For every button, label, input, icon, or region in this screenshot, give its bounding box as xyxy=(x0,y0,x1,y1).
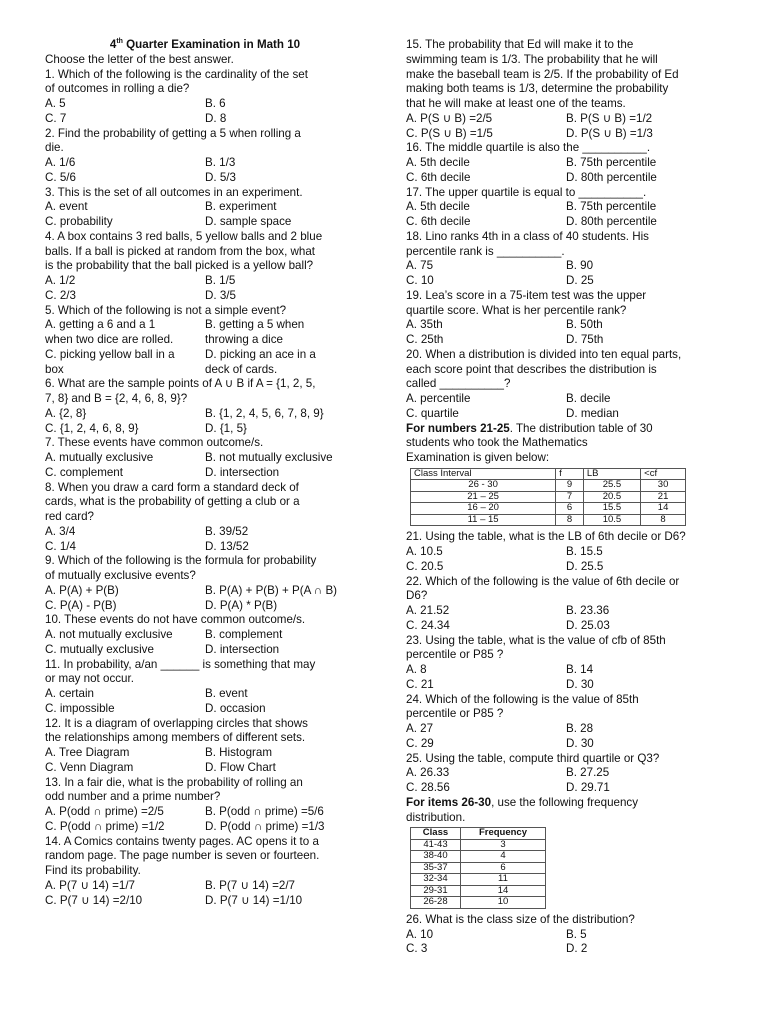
answer-option: A. 35th xyxy=(406,318,443,332)
answer-option: D. P(S ∪ B) =1/3 xyxy=(566,126,653,140)
answer-option: D. 80th percentile xyxy=(566,170,657,184)
table-row xyxy=(411,491,686,503)
question xyxy=(406,38,722,141)
answer-option: C. 5/6 xyxy=(45,170,76,184)
answer-option: D. Flow Chart xyxy=(205,760,276,774)
table-cell: 14 xyxy=(641,503,686,515)
question xyxy=(406,530,722,574)
table-cell: 16 – 20 xyxy=(411,503,556,515)
answer-options xyxy=(45,687,365,717)
table-cell: 38-40 xyxy=(411,851,461,863)
answer-option: C. 1/4 xyxy=(45,539,76,553)
right-questions-b xyxy=(406,530,722,796)
answer-option: when two dice are rolled. xyxy=(45,333,174,346)
answer-option: B. complement xyxy=(205,628,283,641)
table-cell: 41-43 xyxy=(411,839,461,851)
table-cell: 11 – 15 xyxy=(411,514,556,526)
right-questions-a xyxy=(406,38,722,422)
question xyxy=(45,186,365,230)
table-cell: 30 xyxy=(641,480,686,492)
question-text: percentile rank is __________. xyxy=(406,244,565,258)
answer-option: B. 90 xyxy=(566,259,594,273)
question xyxy=(406,752,722,796)
question-text: 20. When a distribution is divided into ten equal parts, xyxy=(406,347,682,361)
question-text: percentile or P85 ? xyxy=(406,648,504,662)
question-text: 2. Find the probability of getting a 5 when rolling a xyxy=(45,126,301,140)
question-text: of mutually exclusive events? xyxy=(45,569,196,582)
answer-option: B. decile xyxy=(566,392,611,405)
question-text: 13. In a fair die, what is the probability of rolling an xyxy=(45,775,303,789)
table-cell: 32-34 xyxy=(411,874,461,886)
question-text: 19. Lea’s score in a 75-item test was the upper xyxy=(406,288,647,302)
table-cell: 8 xyxy=(556,514,584,526)
answer-option: D. median xyxy=(566,406,619,420)
answer-option: A. 21.52 xyxy=(406,604,450,617)
answer-option: B. 5 xyxy=(566,927,587,941)
answer-option: deck of cards. xyxy=(205,362,278,376)
question-text: 25. Using the table, compute third quartile or Q3? xyxy=(406,751,660,765)
distribution-table-header xyxy=(411,468,686,480)
answer-option: C. 25th xyxy=(406,333,444,346)
answer-option: A. P(7 ∪ 14) =1/7 xyxy=(45,878,136,892)
question xyxy=(45,776,365,835)
answer-option: C. probability xyxy=(45,215,113,228)
answer-option: D. 5/3 xyxy=(205,170,236,184)
question-text: 17. The upper quartile is equal to __________. xyxy=(406,185,647,199)
answer-option: C. P(S ∪ B) =1/5 xyxy=(406,126,493,140)
answer-option: D. intersection xyxy=(205,465,280,479)
answer-options xyxy=(406,928,722,958)
intro-21-25-line2: students who took the Mathematics xyxy=(406,436,588,450)
answer-options xyxy=(406,259,722,289)
question-text: is the probability that the ball picked is a yellow ball? xyxy=(45,259,314,273)
answer-options xyxy=(406,392,722,422)
question-text: 7. These events have common outcome/s. xyxy=(45,436,264,450)
question xyxy=(406,348,722,422)
left-questions xyxy=(45,68,365,909)
answer-option: A. not mutually exclusive xyxy=(45,628,173,641)
question-text: 7, 8} and B = {2, 4, 6, 8, 9}? xyxy=(45,392,188,405)
answer-option: throwing a dice xyxy=(205,333,283,346)
question-text: 10. These events do not have common outcome/s. xyxy=(45,613,306,627)
question-text: make the baseball team is 2/5. If the probability of Ed xyxy=(406,67,679,81)
answer-option: D. intersection xyxy=(205,642,280,656)
table-header-cell: Class xyxy=(411,828,461,840)
question xyxy=(45,835,365,909)
question xyxy=(45,658,365,717)
question-text: 12. It is a diagram of overlapping circles that shows xyxy=(45,716,308,730)
answer-options xyxy=(45,200,365,230)
answer-options xyxy=(406,604,722,634)
answer-option: D. 8 xyxy=(205,111,227,125)
question-text: 14. A Comics contains twenty pages. AC opens it to a xyxy=(45,834,319,848)
answer-option: B. 28 xyxy=(566,722,594,735)
answer-option: C. 21 xyxy=(406,677,434,691)
question xyxy=(406,230,722,289)
answer-options xyxy=(45,318,365,377)
question-text: 16. The middle quartile is also the __________. xyxy=(406,141,651,155)
answer-options xyxy=(45,584,365,614)
answer-option: B. 1/5 xyxy=(205,274,236,287)
question-text: of outcomes in rolling a die? xyxy=(45,82,190,96)
answer-options xyxy=(45,451,365,481)
answer-option: B. 6 xyxy=(205,97,226,110)
table-cell: 8 xyxy=(641,514,686,526)
question-text: Find its probability. xyxy=(45,864,141,877)
answer-option: D. 25.03 xyxy=(566,618,610,632)
answer-options xyxy=(406,545,722,575)
answer-options xyxy=(45,525,365,555)
table-header-cell: f xyxy=(556,468,584,480)
answer-options xyxy=(45,805,365,835)
answer-option: B. P(A) + P(B) + P(A ∩ B) xyxy=(205,583,338,597)
table-cell: 35-37 xyxy=(411,862,461,874)
question-text: 3. This is the set of all outcomes in an experiment. xyxy=(45,185,303,199)
answer-option: C. P(A) - P(B) xyxy=(45,598,117,612)
answer-option: B. {1, 2, 4, 5, 6, 7, 8, 9} xyxy=(205,406,324,420)
answer-option: A. 75 xyxy=(406,259,434,273)
question-text: making both teams is 1/3, determine the probability xyxy=(406,82,669,96)
question-text: red card? xyxy=(45,510,94,523)
answer-option: C. 10 xyxy=(406,274,434,287)
table-cell: 6 xyxy=(556,503,584,515)
question-text: 24. Which of the following is the value of 85th xyxy=(406,692,639,706)
answer-options xyxy=(45,879,365,909)
answer-option: C. P(odd ∩ prime) =1/2 xyxy=(45,819,165,833)
question-text: quartile score. What is her percentile rank? xyxy=(406,303,627,317)
answer-options xyxy=(406,766,722,796)
question-text: each score point that describes the distribution is xyxy=(406,362,657,376)
question-text: balls. If a ball is picked at random from the box, what xyxy=(45,244,316,258)
question-text: 11. In probability, a/an ______ is something that may xyxy=(45,657,316,671)
answer-option: D. 2 xyxy=(566,942,588,956)
intro-21-25-line3: Examination is given below: xyxy=(406,451,550,464)
answer-option: C. 28.56 xyxy=(406,781,450,794)
answer-option: A. percentile xyxy=(406,392,471,405)
answer-option: C. 6th decile xyxy=(406,170,471,184)
table-cell: 6 xyxy=(460,862,545,874)
answer-option: D. P(odd ∩ prime) =1/3 xyxy=(205,819,325,833)
table-cell: 14 xyxy=(460,885,545,897)
intro-21-25: For numbers 21-25. The distribution table of 30 xyxy=(406,421,653,435)
left-column xyxy=(45,38,365,908)
question xyxy=(406,693,722,752)
answer-options xyxy=(406,318,722,348)
intro-26-30: For items 26-30, use the following frequency xyxy=(406,795,639,809)
answer-option: B. event xyxy=(205,687,248,700)
answer-option: B. P(S ∪ B) =1/2 xyxy=(566,111,653,125)
question xyxy=(406,575,722,634)
frequency-table-header xyxy=(411,828,546,840)
answer-option: A. P(S ∪ B) =2/5 xyxy=(406,111,493,125)
answer-option: A. 5 xyxy=(45,97,66,110)
question-text: D6? xyxy=(406,589,428,603)
answer-option: D. 25 xyxy=(566,274,594,287)
table-row xyxy=(411,885,546,897)
answer-option: A. mutually exclusive xyxy=(45,451,154,464)
question-text: 1. Which of the following is the cardinality of the set xyxy=(45,67,308,81)
answer-options xyxy=(45,746,365,776)
table-row xyxy=(411,874,546,886)
question-text: percentile or P85 ? xyxy=(406,707,504,721)
table-header-cell: Class Interval xyxy=(411,468,556,480)
answer-option: C. 2/3 xyxy=(45,288,76,302)
answer-option: C. 6th decile xyxy=(406,215,471,228)
table-cell: 21 – 25 xyxy=(411,491,556,503)
answer-options xyxy=(406,722,722,752)
question xyxy=(406,141,722,185)
table-cell: 25.5 xyxy=(583,480,640,492)
question-text: 26. What is the class size of the distribution? xyxy=(406,912,635,926)
table-cell: 11 xyxy=(460,874,545,886)
question xyxy=(45,717,365,776)
answer-option: D. sample space xyxy=(205,215,292,228)
answer-option: A. Tree Diagram xyxy=(45,746,130,759)
answer-option: A. 27 xyxy=(406,722,434,735)
question-text: die. xyxy=(45,141,64,155)
answer-option: C. impossible xyxy=(45,701,115,715)
table-cell: 10.5 xyxy=(583,514,640,526)
answer-option: D. P(7 ∪ 14) =1/10 xyxy=(205,893,303,907)
answer-option: A. 3/4 xyxy=(45,524,76,538)
question xyxy=(406,289,722,348)
question xyxy=(45,68,365,127)
answer-options xyxy=(45,274,365,304)
answer-option: C. complement xyxy=(45,465,123,479)
table-row xyxy=(411,897,546,909)
table-header-cell: Frequency xyxy=(460,828,545,840)
question-text: 5. Which of the following is not a simple event? xyxy=(45,303,287,317)
question-text: swimming team is 1/3. The probability that he will xyxy=(406,52,658,66)
answer-option: C. 20.5 xyxy=(406,559,444,573)
question-text: 6. What are the sample points of A ∪ B if A = {1, 2, 5, xyxy=(45,377,316,391)
answer-option: A. {2, 8} xyxy=(45,406,87,420)
answer-options xyxy=(45,156,365,186)
question xyxy=(45,304,365,378)
frequency-table xyxy=(410,827,546,909)
question-text: 9. Which of the following is the formula for probability xyxy=(45,554,317,568)
answer-option: box xyxy=(45,362,64,376)
answer-option: B. 14 xyxy=(566,663,594,676)
answer-option: C. Venn Diagram xyxy=(45,760,134,774)
answer-option: B. 50th xyxy=(566,318,603,332)
question xyxy=(406,913,722,957)
answer-option: A. P(A) + P(B) xyxy=(45,583,119,597)
table-cell: 26-28 xyxy=(411,897,461,909)
question-text: cards, what is the probability of getting a club or a xyxy=(45,495,300,509)
answer-option: C. quartile xyxy=(406,406,459,420)
answer-option: B. 23.36 xyxy=(566,604,610,617)
answer-option: A. 10.5 xyxy=(406,545,443,558)
answer-option: D. 13/52 xyxy=(205,539,249,553)
question-text: that he will make at least one of the teams. xyxy=(406,97,626,110)
answer-option: A. 8 xyxy=(406,663,427,676)
answer-option: C. {1, 2, 4, 6, 8, 9} xyxy=(45,421,139,435)
table-row xyxy=(411,503,686,515)
answer-option: C. 24.34 xyxy=(406,618,450,632)
answer-option: B. 27.25 xyxy=(566,766,610,780)
answer-options xyxy=(406,112,722,142)
question-text: odd number and a prime number? xyxy=(45,790,221,804)
question-text: random page. The page number is seven or fourteen. xyxy=(45,849,320,863)
answer-option: A. 1/2 xyxy=(45,274,76,287)
answer-option: A. 1/6 xyxy=(45,156,76,169)
table-cell: 21 xyxy=(641,491,686,503)
answer-option: B. 15.5 xyxy=(566,545,603,558)
table-row xyxy=(411,480,686,492)
answer-option: B. not mutually exclusive xyxy=(205,451,333,464)
table-cell: 10 xyxy=(460,897,545,909)
answer-option: A. 5th decile xyxy=(406,156,470,169)
right-column xyxy=(406,38,722,957)
question-text: 15. The probability that Ed will make it to the xyxy=(406,38,634,51)
table-cell: 26 - 30 xyxy=(411,480,556,492)
answer-option: A. 5th decile xyxy=(406,200,470,214)
table-row xyxy=(411,839,546,851)
answer-option: D. P(A) * P(B) xyxy=(205,598,278,612)
answer-option: C. P(7 ∪ 14) =2/10 xyxy=(45,893,143,907)
answer-option: D. 29.71 xyxy=(566,781,610,794)
table-cell: 7 xyxy=(556,491,584,503)
answer-option: C. picking yellow ball in a xyxy=(45,347,175,361)
intro-26-30-line2: distribution. xyxy=(406,810,466,824)
question-text: the relationships among members of different sets. xyxy=(45,731,306,745)
right-questions-c xyxy=(406,913,722,957)
answer-option: D. 30 xyxy=(566,736,594,750)
answer-option: D. picking an ace in a xyxy=(205,347,316,361)
distribution-table xyxy=(410,468,686,527)
question-text: 23. Using the table, what is the value of cfb of 85th xyxy=(406,633,666,647)
answer-option: C. 29 xyxy=(406,736,434,750)
answer-option: D. 30 xyxy=(566,677,594,691)
answer-option: B. 1/3 xyxy=(205,156,236,169)
answer-option: A. P(odd ∩ prime) =2/5 xyxy=(45,805,164,818)
answer-options xyxy=(45,97,365,127)
table-cell: 3 xyxy=(460,839,545,851)
question xyxy=(45,481,365,555)
question xyxy=(406,634,722,693)
table-row xyxy=(411,862,546,874)
answer-option: B. P(7 ∪ 14) =2/7 xyxy=(205,878,296,892)
answer-option: C. 3 xyxy=(406,942,428,956)
answer-option: B. getting a 5 when xyxy=(205,318,305,332)
answer-options xyxy=(406,200,722,230)
table-header-cell: LB xyxy=(583,468,640,480)
question-text: 22. Which of the following is the value of 6th decile or xyxy=(406,574,680,588)
answer-option: D. 80th percentile xyxy=(566,215,657,228)
answer-options xyxy=(406,663,722,693)
answer-option: A. event xyxy=(45,200,88,214)
answer-options xyxy=(45,407,365,437)
exam-title: 4th Quarter Examination in Math 10 xyxy=(109,38,301,51)
question-text: 4. A box contains 3 red balls, 5 yellow balls and 2 blue xyxy=(45,229,323,243)
question-text: called __________? xyxy=(406,377,511,391)
answer-option: C. 7 xyxy=(45,111,67,125)
question xyxy=(45,613,365,657)
table-cell: 29-31 xyxy=(411,885,461,897)
answer-option: B. 75th percentile xyxy=(566,200,657,214)
answer-option: B. P(odd ∩ prime) =5/6 xyxy=(205,805,324,818)
answer-option: D. 3/5 xyxy=(205,288,236,302)
question-text: or may not occur. xyxy=(45,672,134,686)
answer-option: B. Histogram xyxy=(205,746,273,759)
table-header-cell: <cf xyxy=(641,468,686,480)
answer-option: A. getting a 6 and a 1 xyxy=(45,318,156,332)
answer-options xyxy=(45,628,365,658)
answer-option: D. 75th xyxy=(566,333,604,346)
answer-option: D. 25.5 xyxy=(566,559,604,573)
question xyxy=(45,377,365,436)
answer-options xyxy=(406,156,722,186)
question-text: 8. When you draw a card form a standard deck of xyxy=(45,480,299,494)
question-text: 21. Using the table, what is the LB of 6th decile or D6? xyxy=(406,530,686,544)
answer-option: A. 26.33 xyxy=(406,766,450,780)
question xyxy=(45,554,365,613)
question xyxy=(45,230,365,304)
question xyxy=(406,186,722,230)
instructions: Choose the letter of the best answer. xyxy=(45,52,234,66)
question xyxy=(45,436,365,480)
table-cell: 15.5 xyxy=(583,503,640,515)
table-row xyxy=(411,514,686,526)
table-cell: 4 xyxy=(460,851,545,863)
answer-option: A. certain xyxy=(45,687,94,700)
answer-option: B. 39/52 xyxy=(205,524,249,538)
answer-option: D. {1, 5} xyxy=(205,421,247,435)
answer-option: B. experiment xyxy=(205,200,277,214)
question xyxy=(45,127,365,186)
answer-option: A. 10 xyxy=(406,927,434,941)
table-cell: 20.5 xyxy=(583,491,640,503)
answer-option: C. mutually exclusive xyxy=(45,642,154,656)
answer-option: D. occasion xyxy=(205,701,266,715)
table-cell: 9 xyxy=(556,480,584,492)
answer-option: B. 75th percentile xyxy=(566,156,657,169)
table-row xyxy=(411,851,546,863)
question-text: 18. Lino ranks 4th in a class of 40 students. His xyxy=(406,229,649,243)
